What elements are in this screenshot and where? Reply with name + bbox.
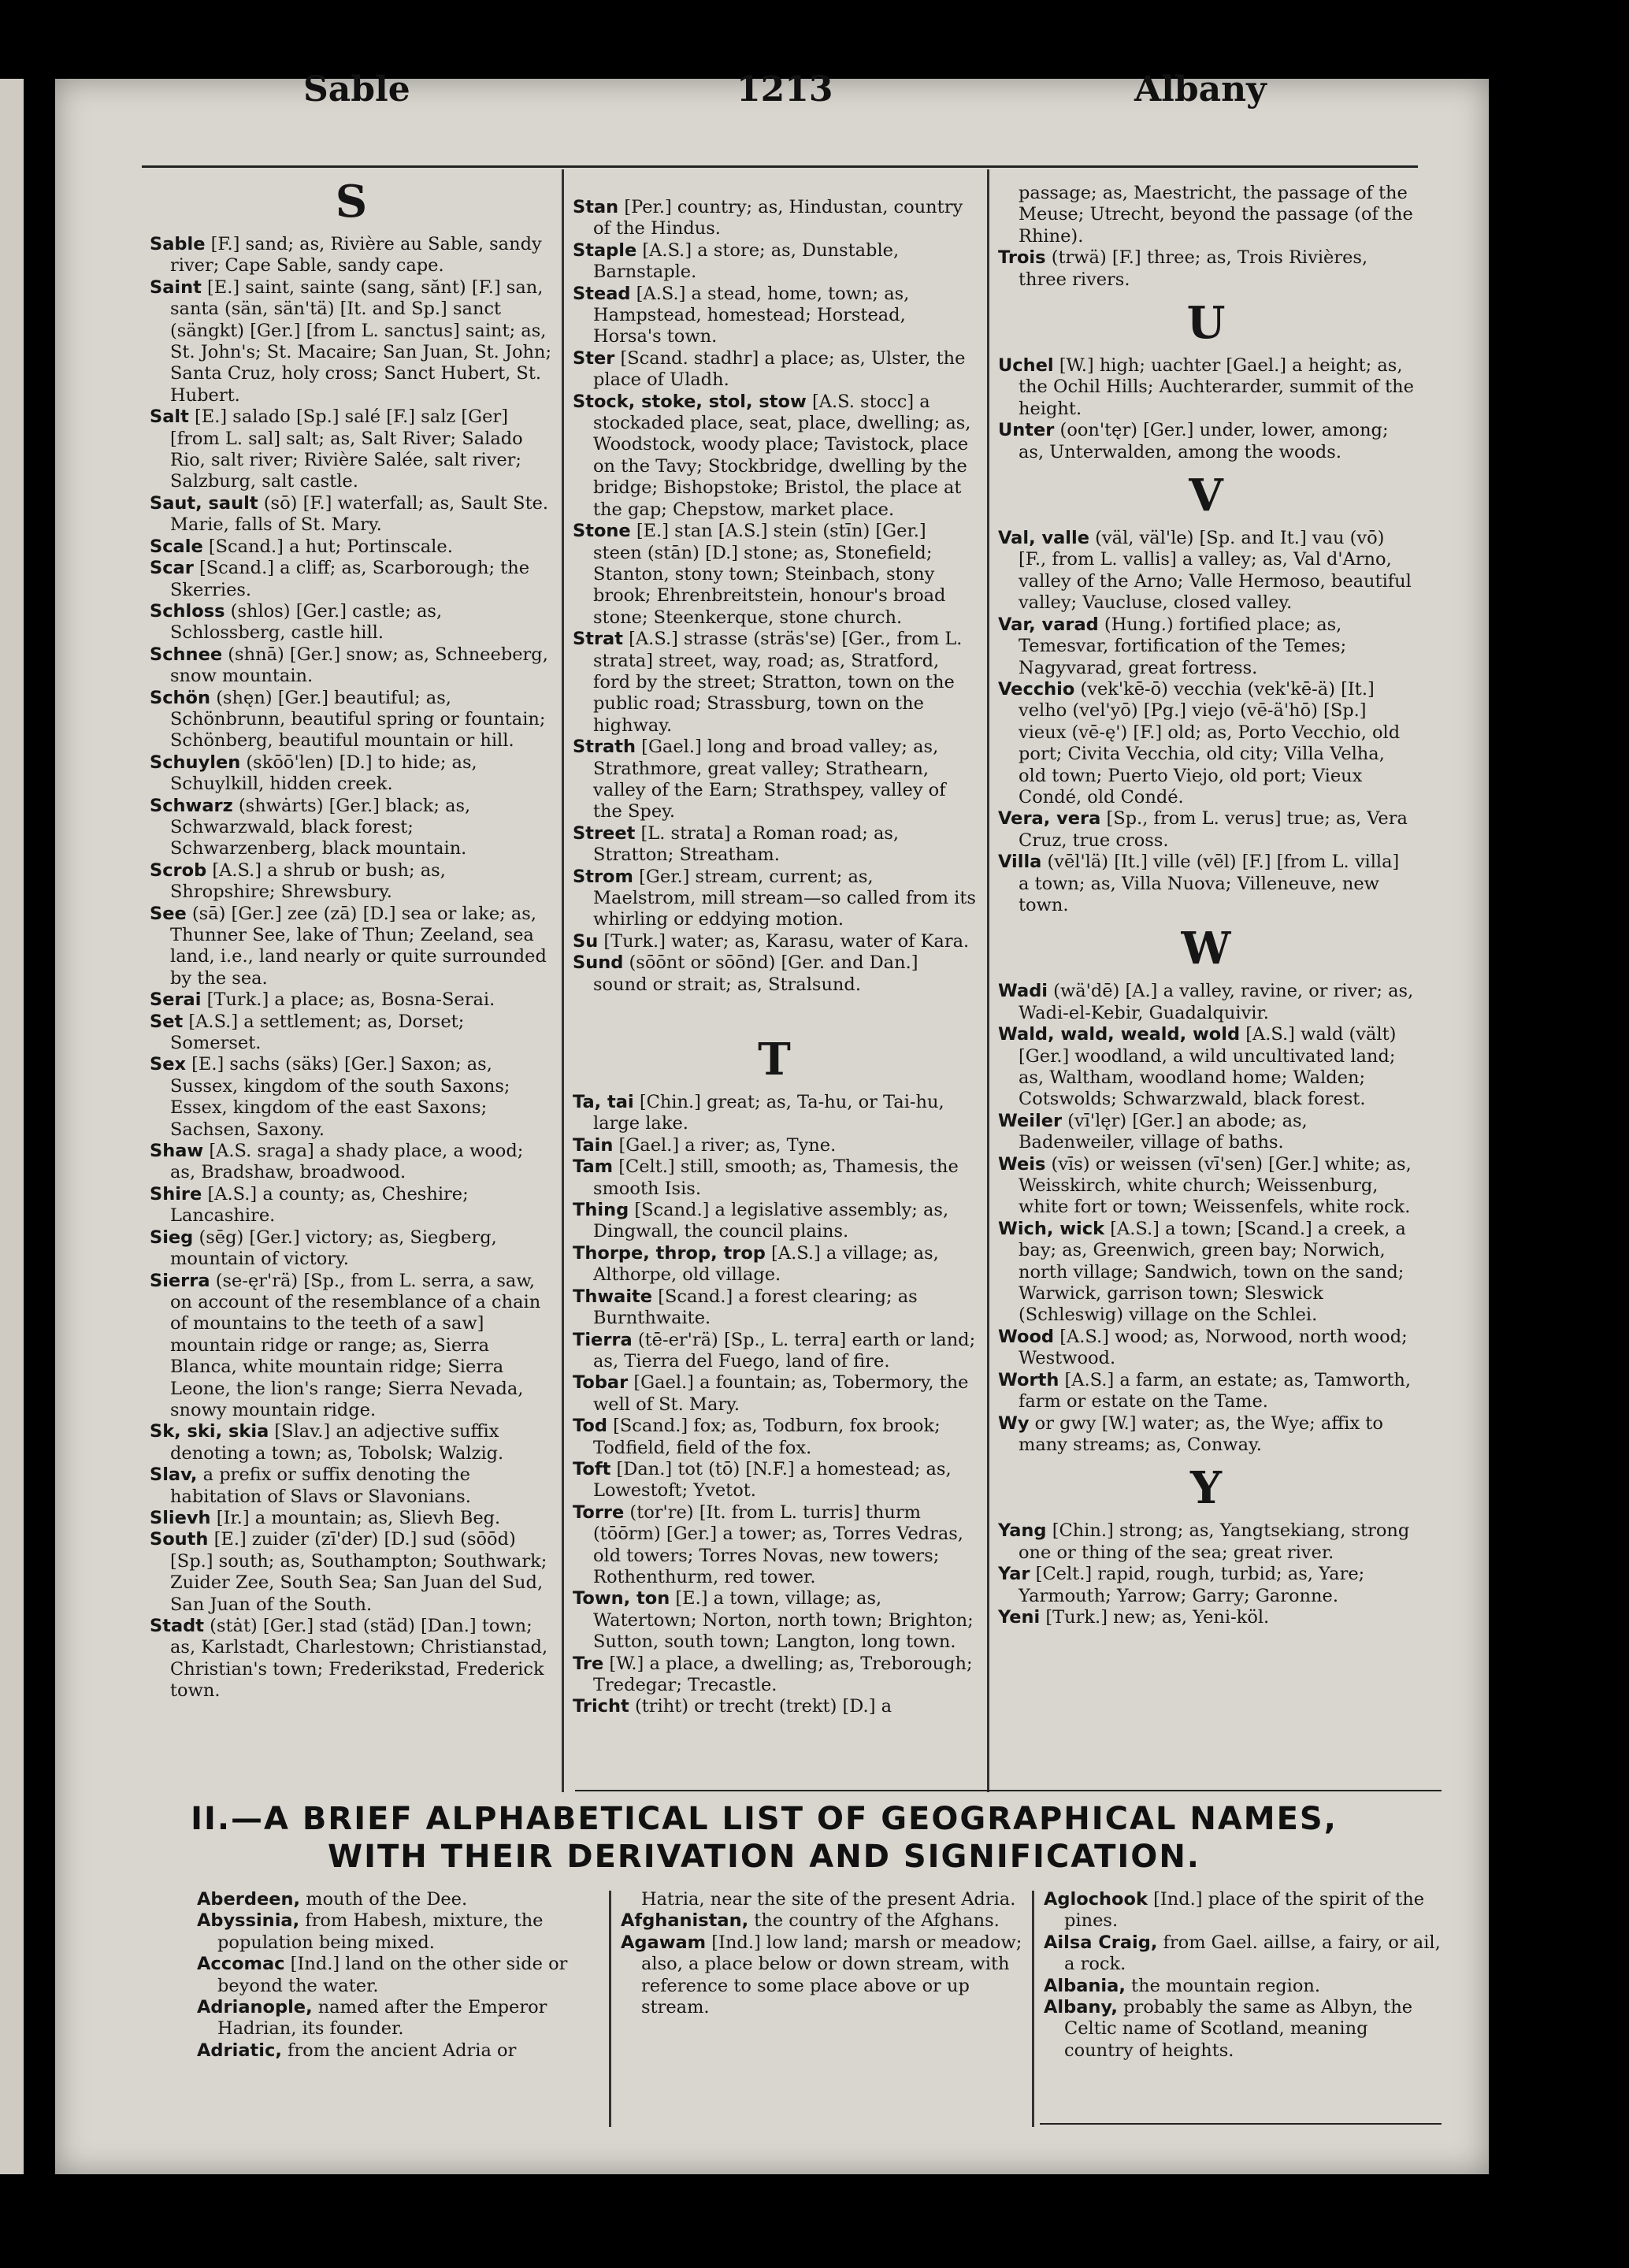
entry-definition: [A.S.] strasse (sträs'se) [Ger., from L. strata] street, way, road; as, Stratford, ford by the street; Stratton, town on the public road; Strassburg, town on the highway. — [593, 629, 963, 736]
entry-headword: Schnee — [150, 644, 223, 665]
running-head-left: Sable — [303, 69, 410, 110]
dictionary-entry — [998, 1111, 1414, 1154]
entry-headword: Var, varad — [998, 614, 1099, 635]
section-title — [134, 1800, 1394, 1876]
entry-definition: [W.] a place, a dwelling; as, Treborough; Tredegar; Trecastle. — [593, 1653, 973, 1695]
dictionary-entry — [1044, 1932, 1442, 1976]
dictionary-entry — [573, 348, 976, 392]
entry-headword: Yang — [998, 1520, 1047, 1542]
section2-column-3 — [1044, 1889, 1442, 2062]
entry-headword: Shire — [150, 1183, 202, 1205]
entry-definition: (se-ęr'rä) [Sp., from L. serra, a saw, on account of the resemblance of a chain of mountains to the teeth of a saw] mountain ridge or range; as, Sierra Blanca, white mountain ridge; Sierra Leone, the lion's range; Sierra Nevada, snowy mountain ridge. — [170, 1270, 541, 1420]
entry-headword: Stone — [573, 521, 631, 542]
dictionary-entry — [150, 234, 553, 277]
dictionary-entry — [998, 981, 1414, 1024]
dictionary-entry — [998, 1327, 1414, 1370]
entry-definition: [E.] salado [Sp.] salé [F.] salz [Ger] [from L. sal] salt; as, Salt River; Salado Rio, salt river; Rivière Salée, salt river; Salzburg, salt castle. — [170, 406, 523, 492]
entry-headword: Ailsa Craig, — [1044, 1932, 1158, 1953]
dictionary-entry — [573, 1330, 976, 1373]
entry-headword: Wood — [998, 1326, 1055, 1347]
entry-definition: (Hung.) fortified place; as, Temesvar, fortification of the Temes; Nagyvarad, great fortress. — [1019, 614, 1347, 678]
entry-definition: or gwy [W.] water; as, the Wye; affix to many streams; as, Conway. — [1019, 1412, 1383, 1455]
entry-definition: (shęn) [Ger.] beautiful; as, Schönbrunn, beautiful spring or fountain; Schönberg, beautiful mountain or hill. — [170, 687, 546, 752]
section-rule — [575, 1790, 1442, 1791]
dictionary-entry — [998, 679, 1414, 808]
entry-headword: Su — [573, 930, 599, 952]
dictionary-entry — [998, 852, 1414, 916]
dictionary-entry — [573, 1654, 976, 1697]
entry-definition: (trwä) [F.] three; as, Trois Rivières, three rivers. — [1019, 247, 1368, 290]
dictionary-entry — [573, 1135, 976, 1156]
dictionary-entry — [150, 1227, 553, 1271]
dictionary-entry — [998, 1607, 1414, 1628]
entry-headword: Adrianople, — [197, 1997, 313, 2018]
entry-headword: Wald, wald, weald, wold — [998, 1024, 1241, 1045]
entry-definition: [A.S. sraga] a shady place, a wood; as, Bradshaw, broadwood. — [170, 1141, 524, 1183]
entry-headword: Serai — [150, 989, 202, 1011]
entry-definition: [Turk.] a place; as, Bosna-Serai. — [201, 989, 495, 1011]
dictionary-entry — [573, 867, 976, 931]
dictionary-entry — [621, 1889, 1022, 1910]
entry-definition: [Scand.] a cliff; as, Scarborough; the Skerries. — [170, 558, 530, 600]
dictionary-entry — [150, 1508, 553, 1529]
entry-headword: Slievh — [150, 1507, 211, 1528]
dictionary-entry — [998, 420, 1414, 463]
entry-definition: (vī'lęr) [Ger.] an abode; as, Badenweiler, village of baths. — [1019, 1110, 1308, 1153]
entry-headword: Schuylen — [150, 752, 241, 773]
entry-definition: (shnā) [Ger.] snow; as, Schneeberg, snow mountain. — [170, 644, 548, 687]
dictionary-entry — [573, 931, 976, 952]
entry-definition: mouth of the Dee. — [300, 1889, 468, 1910]
entry-headword: Saint — [150, 277, 202, 298]
entry-definition: (wä'dē) [A.] a valley, ravine, or river; as, Wadi-el-Kebir, Guadalquivir. — [1019, 981, 1414, 1023]
entry-headword: Sieg — [150, 1227, 194, 1248]
section-divider-2 — [1032, 1891, 1034, 2127]
entry-definition: from Habesh, mixture, the population being mixed. — [217, 1910, 544, 1953]
entry-definition: (vek'kē-ō) vecchia (vek'kē-ä) [It.] velho (vel'yō) [Pg.] viejo (vē-ä'hō) [Sp.] vieux (vē-ę') [F.] old; as, Porto Vecchio, old port; Civita Vecchia, old city; Villa Velha, old town; Puerto Viejo, old port; Vieux Condé, old Condé. — [1019, 678, 1401, 807]
entry-headword: Adriatic, — [197, 2040, 282, 2061]
dictionary-entry — [150, 1184, 553, 1227]
dictionary-entry — [1044, 1997, 1442, 2062]
dictionary-entry — [150, 1421, 553, 1464]
entry-definition: named after the Emperor Hadrian, its founder. — [217, 1997, 547, 2040]
entry-definition: [Gael.] a river; as, Tyne. — [613, 1134, 837, 1156]
entry-definition: (vīs) or weissen (vī'sen) [Ger.] white; as, Weisskirch, white church; Weissenburg, white fort or town; Weissenfels, white rock. — [1019, 1153, 1412, 1218]
entry-definition: [A.S.] a farm, an estate; as, Tamworth, farm or estate on the Tame. — [1019, 1369, 1412, 1412]
dictionary-entry — [998, 1154, 1414, 1219]
entry-headword: Aberdeen, — [197, 1889, 301, 1910]
dictionary-entry — [998, 1219, 1414, 1327]
dictionary-entry — [150, 752, 553, 796]
dictionary-entry — [573, 1243, 976, 1286]
dictionary-entry — [573, 1502, 976, 1589]
entry-definition: [Scand.] a legislative assembly; as, Dingwall, the council plains. — [593, 1200, 949, 1242]
section-letter: T — [758, 1034, 791, 1086]
dictionary-entry — [998, 355, 1414, 420]
entry-definition: (väl, väl'le) [Sp. and It.] vau (vō) [F., from L. vallis] a valley; as, Val d'Arno, valley of the Arno; Valle Hermoso, beautiful valley; Vaucluse, closed valley. — [1019, 528, 1412, 614]
entry-definition: [Scand.] a hut; Portinscale. — [202, 536, 453, 557]
entry-headword: Worth — [998, 1369, 1059, 1390]
entry-headword: Uchel — [998, 355, 1054, 377]
entry-definition: [A.S.] wood; as, Norwood, north wood; Westwood. — [1019, 1326, 1408, 1369]
dictionary-entry — [150, 1464, 553, 1508]
column-s — [150, 169, 553, 1702]
entry-definition: (vēl'lä) [It.] ville (vēl) [F.] [from L. villa] a town; as, Villa Nuova; Villeneuve, new town. — [1019, 852, 1400, 915]
entry-definition: [Dan.] tot (tō) [N.F.] a homestead; as, Lowestoft; Yvetot. — [593, 1458, 952, 1501]
column-u-y — [998, 183, 1414, 1628]
dictionary-entry — [573, 1200, 976, 1243]
entry-definition: [E.] stan [A.S.] stein (stīn) [Ger.] steen (stān) [D.] stone; as, Stonefield; Stanton, stony town; Steinbach, stony brook; Ehrenbreitstein, honour's broad stone; Steenkerque, stone church. — [593, 521, 946, 628]
entry-headword: Strom — [573, 866, 633, 887]
entry-definition: (sō) [F.] waterfall; as, Sault Ste. Marie, falls of St. Mary. — [170, 492, 549, 536]
dictionary-entry — [150, 688, 553, 752]
entry-definition: (shwȧrts) [Ger.] black; as, Schwarzwald, black forest; Schwarzenberg, black mountain. — [170, 795, 471, 859]
dictionary-entry — [998, 247, 1414, 291]
dictionary-entry — [197, 1954, 599, 1997]
dictionary-entry — [150, 860, 553, 904]
entry-definition: [A.S. stocc] a stockaded place, seat, place, dwelling; as, Woodstock, woody place; Tavistock, place on the Tavy; Stockbridge, dwelling by the bridge; Bishopstoke; Bristol, the place at the gap; Chepstow, market place. — [593, 391, 971, 520]
entry-headword: Tod — [573, 1416, 607, 1437]
entry-definition: [A.S.] a stead, home, town; as, Hampstead, homestead; Horstead, Horsa's town. — [593, 283, 910, 347]
entry-definition: [Ind.] low land; marsh or meadow; also, a place below or down stream, with reference to some place above or up stream. — [641, 1932, 1022, 2018]
entry-headword: Vera, vera — [998, 808, 1101, 830]
dictionary-entry — [573, 952, 976, 996]
entry-headword: Shaw — [150, 1141, 204, 1162]
entry-definition: from Gael. aillse, a fairy, or ail, a rock. — [1064, 1932, 1441, 1975]
entry-headword: Tricht — [573, 1696, 629, 1717]
entry-definition: [A.S.] wald (vält) [Ger.] woodland, a wild uncultivated land; as, Waltham, woodland home; Walden; Cotswolds; Schwarzwald, black forest. — [1019, 1024, 1397, 1110]
dictionary-entry — [197, 1910, 599, 1954]
entry-definition: (sēg) [Ger.] victory; as, Siegberg, mountain of victory. — [170, 1227, 497, 1270]
entry-definition: the country of the Afghans. — [748, 1910, 1000, 1932]
dictionary-entry — [150, 558, 553, 601]
dictionary-entry — [998, 808, 1414, 852]
dictionary-entry — [573, 1459, 976, 1502]
entry-definition: [E.] zuider (zī'der) [D.] sud (sōōd) [Sp.] south; as, Southampton; Southwark; Zuider Zee, South Sea; San Juan del Sud, San Juan of the South. — [170, 1529, 547, 1615]
dictionary-entry — [150, 1271, 553, 1422]
section-letter: S — [335, 176, 368, 228]
entry-headword: Town, ton — [573, 1588, 670, 1609]
dictionary-entry — [573, 1696, 976, 1717]
entry-headword: Salt — [150, 406, 189, 428]
dictionary-entry — [150, 904, 553, 990]
dictionary-entry — [573, 1416, 976, 1459]
entry-definition: (stȧt) [Ger.] stad (städ) [Dan.] town; as, Karlstadt, Charlestown; Christianstad, Christian's town; Frederikstad, Frederick town. — [170, 1616, 548, 1702]
entry-definition: [Slav.] an adjective suffix denoting a town; as, Tobolsk; Walzig. — [170, 1421, 504, 1464]
section-letter: Y — [1190, 1462, 1222, 1515]
entry-headword: Vecchio — [998, 678, 1075, 700]
dictionary-entry — [573, 1588, 976, 1653]
entry-headword: Stadt — [150, 1616, 205, 1636]
entry-definition: [Per.] country; as, Hindustan, country of the Hindus. — [593, 197, 963, 239]
dictionary-entry — [998, 1520, 1414, 1564]
entry-headword: Stan — [573, 197, 619, 217]
entry-definition: [Turk.] water; as, Karasu, water of Kara. — [598, 930, 970, 952]
entry-definition: (shlos) [Ger.] castle; as, Schlossberg, castle hill. — [170, 600, 443, 644]
entry-definition: [Scand. stadhr] a place; as, Ulster, the place of Uladh. — [593, 347, 966, 391]
entry-definition: Hatria, near the site of the present Adria. — [641, 1889, 1016, 1910]
entry-headword: Scale — [150, 536, 203, 557]
entry-definition: from the ancient Adria or — [281, 2040, 517, 2061]
entry-definition: (sā) [Ger.] zee (zā) [D.] sea or lake; as, Thunner See, lake of Thun; Zeeland, sea land, i.e., land nearly or quite surrounded by the sea. — [170, 903, 547, 989]
dictionary-entry — [998, 1370, 1414, 1413]
entry-definition: a prefix or suffix denoting the habitation of Slavs or Slavonians. — [170, 1464, 471, 1507]
entry-headword: Tre — [573, 1653, 604, 1674]
dictionary-entry — [998, 1413, 1414, 1457]
entry-headword: Agawam — [621, 1932, 707, 1953]
dictionary-entry — [150, 989, 553, 1011]
dictionary-entry — [1044, 1976, 1442, 1997]
entry-headword: Tierra — [573, 1329, 633, 1350]
entry-headword: Wich, wick — [998, 1218, 1105, 1239]
dictionary-entry — [150, 1616, 553, 1702]
entry-definition: passage; as, Maestricht, the passage of the Meuse; Utrecht, beyond the passage (of the Rhine). — [1019, 183, 1413, 247]
entry-headword: Stock, stoke, stol, stow — [573, 391, 807, 412]
dictionary-entry — [621, 1932, 1022, 2019]
page-number: 1213 — [737, 69, 833, 110]
dictionary-entry — [150, 1012, 553, 1055]
entry-headword: Albany, — [1044, 1997, 1118, 2018]
entry-definition: (tor're) [It. from L. turris] thurm (tōōrm) [Ger.] a tower; as, Torres Vedras, old towers; Torres Novas, new towers; Rothenthurm, red tower. — [593, 1501, 963, 1587]
dictionary-entry — [573, 823, 976, 867]
dictionary-entry — [573, 392, 976, 521]
entry-headword: See — [150, 903, 187, 924]
dictionary-entry — [150, 1529, 553, 1616]
entry-definition: [Scand.] a forest clearing; as Burnthwaite. — [593, 1286, 918, 1329]
header-rule — [142, 165, 1418, 168]
entry-headword: Tam — [573, 1156, 614, 1178]
dictionary-entry — [150, 536, 553, 558]
entry-definition: [E.] a town, village; as, Watertown; Norton, north town; Brighton; Sutton, south town; Langton, long town. — [593, 1588, 974, 1653]
section2-column-2 — [621, 1889, 1022, 2018]
entry-headword: Torre — [573, 1501, 625, 1523]
entry-headword: Schwarz — [150, 795, 233, 816]
section2-column-1 — [197, 1889, 599, 2062]
entry-headword: Val, valle — [998, 528, 1089, 549]
entry-headword: Afghanistan, — [621, 1910, 749, 1932]
dictionary-entry — [998, 528, 1414, 614]
entry-headword: Toft — [573, 1458, 611, 1479]
dictionary-entry — [573, 1092, 976, 1135]
entry-definition: [Celt.] still, smooth; as, Thamesis, the smooth Isis. — [593, 1156, 959, 1199]
entry-definition: [W.] high; uachter [Gael.] a height; as, the Ochil Hills; Auchterarder, summit of the height. — [1019, 355, 1414, 419]
entry-headword: Trois — [998, 247, 1046, 269]
entry-definition: [Ir.] a mountain; as, Slievh Beg. — [210, 1507, 501, 1528]
dictionary-entry — [150, 1054, 553, 1141]
entry-headword: Wadi — [998, 981, 1048, 1002]
entry-headword: Accomac — [197, 1954, 285, 1975]
entry-headword: Strat — [573, 629, 623, 650]
entry-headword: Street — [573, 822, 636, 844]
entry-headword: Ster — [573, 347, 615, 369]
section-letter: W — [1181, 922, 1231, 975]
dictionary-entry — [150, 644, 553, 688]
entry-headword: Abyssinia, — [197, 1910, 300, 1932]
bottom-rule — [1040, 2123, 1442, 2125]
dictionary-entry — [197, 1997, 599, 2040]
entry-headword: Sex — [150, 1054, 186, 1075]
dictionary-entry — [573, 197, 976, 240]
dictionary-entry — [573, 1156, 976, 1200]
entry-definition: [E.] sachs (säks) [Ger.] Saxon; as, Sussex, kingdom of the south Saxons; Essex, kingdom of the east Saxons; Sachsen, Saxony. — [170, 1054, 510, 1140]
entry-definition: [Gael.] long and broad valley; as, Strathmore, great valley; Strathearn, valley of the Earn; Strathspey, valley of the Spey. — [593, 737, 946, 822]
column-divider-1 — [562, 169, 564, 1792]
entry-headword: Slav, — [150, 1464, 198, 1486]
dictionary-entry — [998, 1564, 1414, 1607]
dictionary-entry — [998, 1024, 1414, 1111]
section-title-line1: II.—A BRIEF ALPHABETICAL LIST OF GEOGRAPHICAL NAMES, — [191, 1801, 1338, 1837]
entry-definition: [Chin.] strong; as, Yangtsekiang, strong one or thing of the sea; great river. — [1019, 1520, 1410, 1563]
entry-headword: Saut, sault — [150, 492, 258, 514]
entry-definition: [Scand.] fox; as, Todburn, fox brook; Todfield, field of the fox. — [593, 1416, 941, 1458]
dictionary-entry — [573, 1372, 976, 1416]
entry-headword: South — [150, 1529, 209, 1550]
entry-definition: [Ind.] place of the spirit of the pines. — [1064, 1889, 1425, 1932]
entry-headword: Aglochook — [1044, 1889, 1148, 1910]
section-title-line2: WITH THEIR DERIVATION AND SIGNIFICATION. — [328, 1839, 1200, 1875]
entry-headword: Albania, — [1044, 1975, 1126, 1996]
dictionary-entry — [998, 183, 1414, 247]
dictionary-entry — [621, 1910, 1022, 1932]
entry-definition: [L. strata] a Roman road; as, Stratton; Streatham. — [593, 822, 900, 866]
dictionary-entry — [573, 1286, 976, 1330]
dictionary-entry — [150, 1141, 553, 1184]
entry-definition: [F.] sand; as, Rivière au Sable, sandy river; Cape Sable, sandy cape. — [170, 234, 542, 277]
section-divider-1 — [609, 1891, 611, 2127]
entry-definition: (triht) or trecht (trekt) [D.] a — [629, 1696, 892, 1717]
entry-definition: (skōō'len) [D.] to hide; as, Schuylkill, hidden creek. — [170, 752, 477, 795]
entry-headword: Stead — [573, 283, 631, 304]
dictionary-entry — [150, 601, 553, 644]
dictionary-entry — [573, 240, 976, 284]
entry-definition: [E.] saint, sainte (sang, sănt) [F.] san, santa (sän, sän'tä) [It. and Sp.] sanct (sängkt) [Ger.] [from L. sanctus] saint; as, St. John's; St. Macaire; San Juan, St. John; Santa Cruz, holy cross; Sanct Hubert, St. Hubert. — [170, 277, 552, 406]
entry-definition: [A.S.] a settlement; as, Dorset; Somerset. — [170, 1011, 465, 1054]
entry-headword: Thorpe, throp, trop — [573, 1242, 766, 1264]
dictionary-entry — [998, 614, 1414, 679]
entry-definition: (oon'tęr) [Ger.] under, lower, among; as, Unterwalden, among the woods. — [1019, 420, 1389, 462]
entry-definition: the mountain region. — [1125, 1975, 1321, 1996]
column-divider-2 — [987, 169, 989, 1792]
section-letter: U — [1186, 297, 1226, 350]
dictionary-entry — [573, 284, 976, 348]
entry-headword: Weiler — [998, 1110, 1063, 1131]
entry-headword: Ta, tai — [573, 1092, 634, 1113]
entry-definition: [A.S.] a town; [Scand.] a creek, a bay; as, Greenwich, green bay; Norwich, north village; Sandwich, town on the sand; Warwick, garrison town; Sleswick (Schleswig) village on the Schlei. — [1019, 1218, 1406, 1326]
entry-headword: Wy — [998, 1412, 1030, 1434]
entry-definition: [Chin.] great; as, Ta-hu, or Tai-hu, large lake. — [593, 1092, 944, 1134]
entry-headword: Staple — [573, 239, 637, 261]
entry-headword: Scar — [150, 558, 194, 579]
entry-definition: [A.S.] a county; as, Cheshire; Lancashire. — [170, 1183, 469, 1227]
entry-headword: Thwaite — [573, 1286, 653, 1307]
dictionary-entry — [573, 629, 976, 737]
entry-headword: Sund — [573, 952, 624, 974]
entry-headword: Thing — [573, 1200, 629, 1221]
entry-headword: Sable — [150, 234, 206, 254]
dictionary-entry — [573, 521, 976, 629]
entry-headword: Schloss — [150, 600, 225, 622]
dictionary-entry — [573, 737, 976, 823]
dictionary-entry — [150, 406, 553, 493]
running-head-right: Albany — [1134, 69, 1267, 110]
entry-headword: Sierra — [150, 1270, 210, 1291]
dictionary-entry — [150, 493, 553, 536]
entry-definition: [Ind.] land on the other side or beyond the water. — [217, 1954, 568, 1996]
dictionary-entry — [150, 796, 553, 860]
entry-definition: [A.S.] a village; as, Althorpe, old village. — [593, 1242, 939, 1286]
dictionary-entry — [197, 1889, 599, 1910]
entry-headword: Schön — [150, 687, 211, 708]
entry-headword: Unter — [998, 420, 1055, 441]
entry-headword: Set — [150, 1011, 184, 1032]
entry-definition: [Ger.] stream, current; as, Maelstrom, mill stream—so called from its whirling or eddying motion. — [593, 866, 976, 930]
section-letter: V — [1189, 470, 1223, 522]
entry-definition: (sōōnt or sōōnd) [Ger. and Dan.] sound or strait; as, Stralsund. — [593, 952, 918, 995]
entry-definition: (tē-er'rä) [Sp., L. terra] earth or land; as, Tierra del Fuego, land of fire. — [593, 1329, 976, 1372]
entry-definition: [A.S.] a store; as, Dunstable, Barnstaple. — [593, 239, 900, 283]
entry-definition: [Celt.] rapid, rough, turbid; as, Yare; Yarmouth; Yarrow; Garry; Garonne. — [1019, 1564, 1365, 1606]
entry-headword: Scrob — [150, 859, 207, 881]
entry-headword: Sk, ski, skia — [150, 1421, 269, 1442]
adjacent-page-edge — [0, 79, 24, 2174]
entry-definition: [Sp., from L. verus] true; as, Vera Cruz, true cross. — [1019, 808, 1408, 851]
entry-headword: Yeni — [998, 1606, 1041, 1628]
column-s-t — [573, 197, 976, 1718]
dictionary-entry — [1044, 1889, 1442, 1932]
entry-definition: probably the same as Albyn, the Celtic name of Scotland, meaning country of heights. — [1064, 1997, 1413, 2061]
entry-definition: [Turk.] new; as, Yeni-köl. — [1040, 1606, 1270, 1628]
dictionary-entry — [150, 277, 553, 406]
entry-definition: [A.S.] a shrub or bush; as, Shropshire; Shrewsbury. — [170, 859, 446, 903]
entry-headword: Strath — [573, 737, 636, 758]
dictionary-entry — [197, 2040, 599, 2062]
entry-headword: Villa — [998, 852, 1042, 873]
entry-headword: Weis — [998, 1153, 1046, 1175]
entry-headword: Tain — [573, 1134, 614, 1156]
entry-headword: Tobar — [573, 1372, 629, 1394]
entry-definition: [Gael.] a fountain; as, Tobermory, the well of St. Mary. — [593, 1372, 969, 1415]
entry-headword: Yar — [998, 1564, 1030, 1585]
